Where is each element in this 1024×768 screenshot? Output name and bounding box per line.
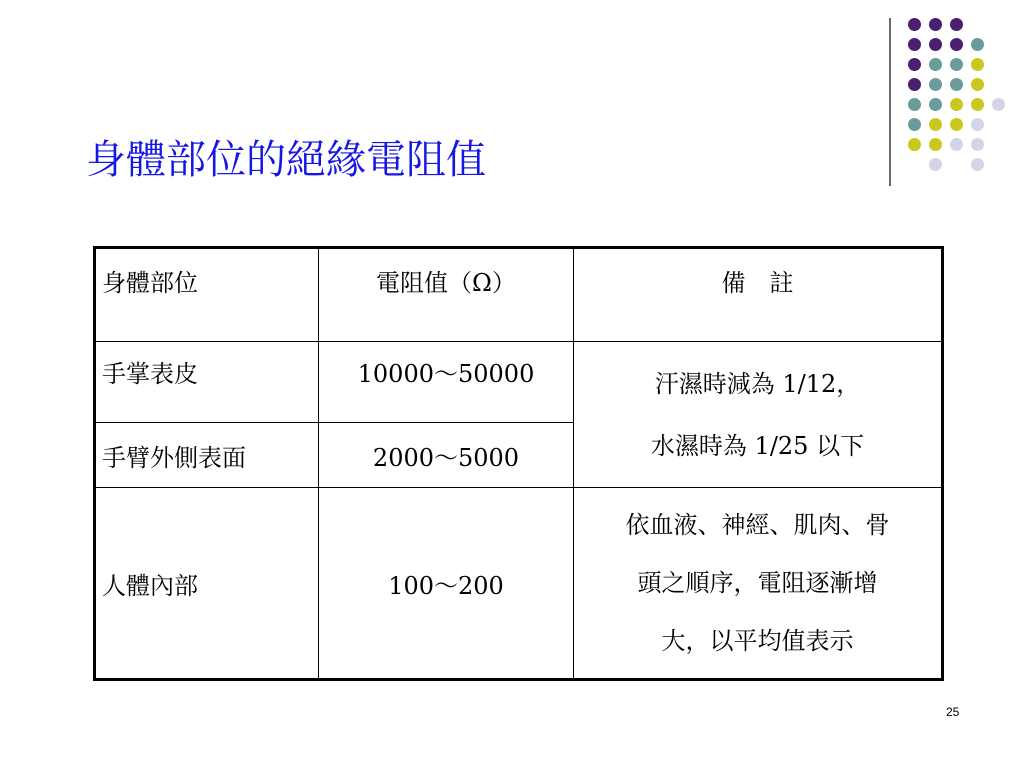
decor-dot bbox=[971, 58, 984, 71]
decor-dot bbox=[971, 158, 984, 171]
decor-dot bbox=[908, 118, 921, 131]
header-divider-line bbox=[889, 18, 891, 186]
decorative-dot-grid bbox=[898, 8, 1008, 168]
decor-dot bbox=[908, 138, 921, 151]
decor-dot bbox=[929, 138, 942, 151]
resistance-table bbox=[93, 246, 944, 681]
table-header-row bbox=[95, 248, 943, 342]
decor-dot bbox=[929, 38, 942, 51]
table-row bbox=[95, 488, 943, 680]
decor-dot bbox=[950, 138, 963, 151]
decor-dot bbox=[929, 158, 942, 171]
decor-dot bbox=[950, 38, 963, 51]
table-row bbox=[95, 342, 943, 423]
decor-dot bbox=[950, 18, 963, 31]
decor-dot bbox=[929, 58, 942, 71]
decor-dot bbox=[908, 18, 921, 31]
decor-dot bbox=[908, 38, 921, 51]
decor-dot bbox=[908, 98, 921, 111]
cell-body-part: 人體內部 bbox=[95, 488, 319, 680]
decor-dot bbox=[971, 38, 984, 51]
decor-dot bbox=[992, 98, 1005, 111]
note-line: 依血液、神經、肌肉、骨 bbox=[625, 511, 890, 539]
decor-dot bbox=[929, 78, 942, 91]
note-line: 頭之順序，電阻逐漸增 bbox=[637, 569, 878, 597]
decor-dot bbox=[908, 58, 921, 71]
decor-dot bbox=[971, 98, 984, 111]
decor-dot bbox=[950, 58, 963, 71]
page-number: 25 bbox=[946, 705, 960, 719]
decor-dot bbox=[971, 118, 984, 131]
cell-notes-internal bbox=[574, 488, 943, 680]
decor-dot bbox=[929, 118, 942, 131]
decor-dot bbox=[950, 118, 963, 131]
cell-notes-skin bbox=[574, 342, 943, 488]
cell-resistance-value: 100～200 bbox=[319, 488, 574, 680]
decor-dot bbox=[950, 98, 963, 111]
decor-dot bbox=[908, 78, 921, 91]
note-line: 汗濕時減為 1/12， bbox=[654, 369, 861, 398]
note-line: 大，以平均值表示 bbox=[661, 627, 854, 655]
decor-dot bbox=[950, 78, 963, 91]
slide-title: 身體部位的絕緣電阻值 bbox=[86, 137, 486, 183]
decor-dot bbox=[929, 98, 942, 111]
decor-dot bbox=[971, 78, 984, 91]
note-line: 水濕時為 1/25 以下 bbox=[650, 431, 865, 460]
decor-dot bbox=[929, 18, 942, 31]
cell-body-part: 手掌表皮 bbox=[95, 342, 319, 423]
header-cell-notes: 備 註 bbox=[574, 248, 943, 342]
cell-resistance-value: 10000～50000 bbox=[319, 342, 574, 423]
header-cell-body-part: 身體部位 bbox=[95, 248, 319, 342]
decor-dot bbox=[971, 138, 984, 151]
header-cell-resistance: 電阻值（Ω） bbox=[319, 248, 574, 342]
cell-body-part: 手臂外側表面 bbox=[95, 423, 319, 488]
cell-resistance-value: 2000～5000 bbox=[319, 423, 574, 488]
